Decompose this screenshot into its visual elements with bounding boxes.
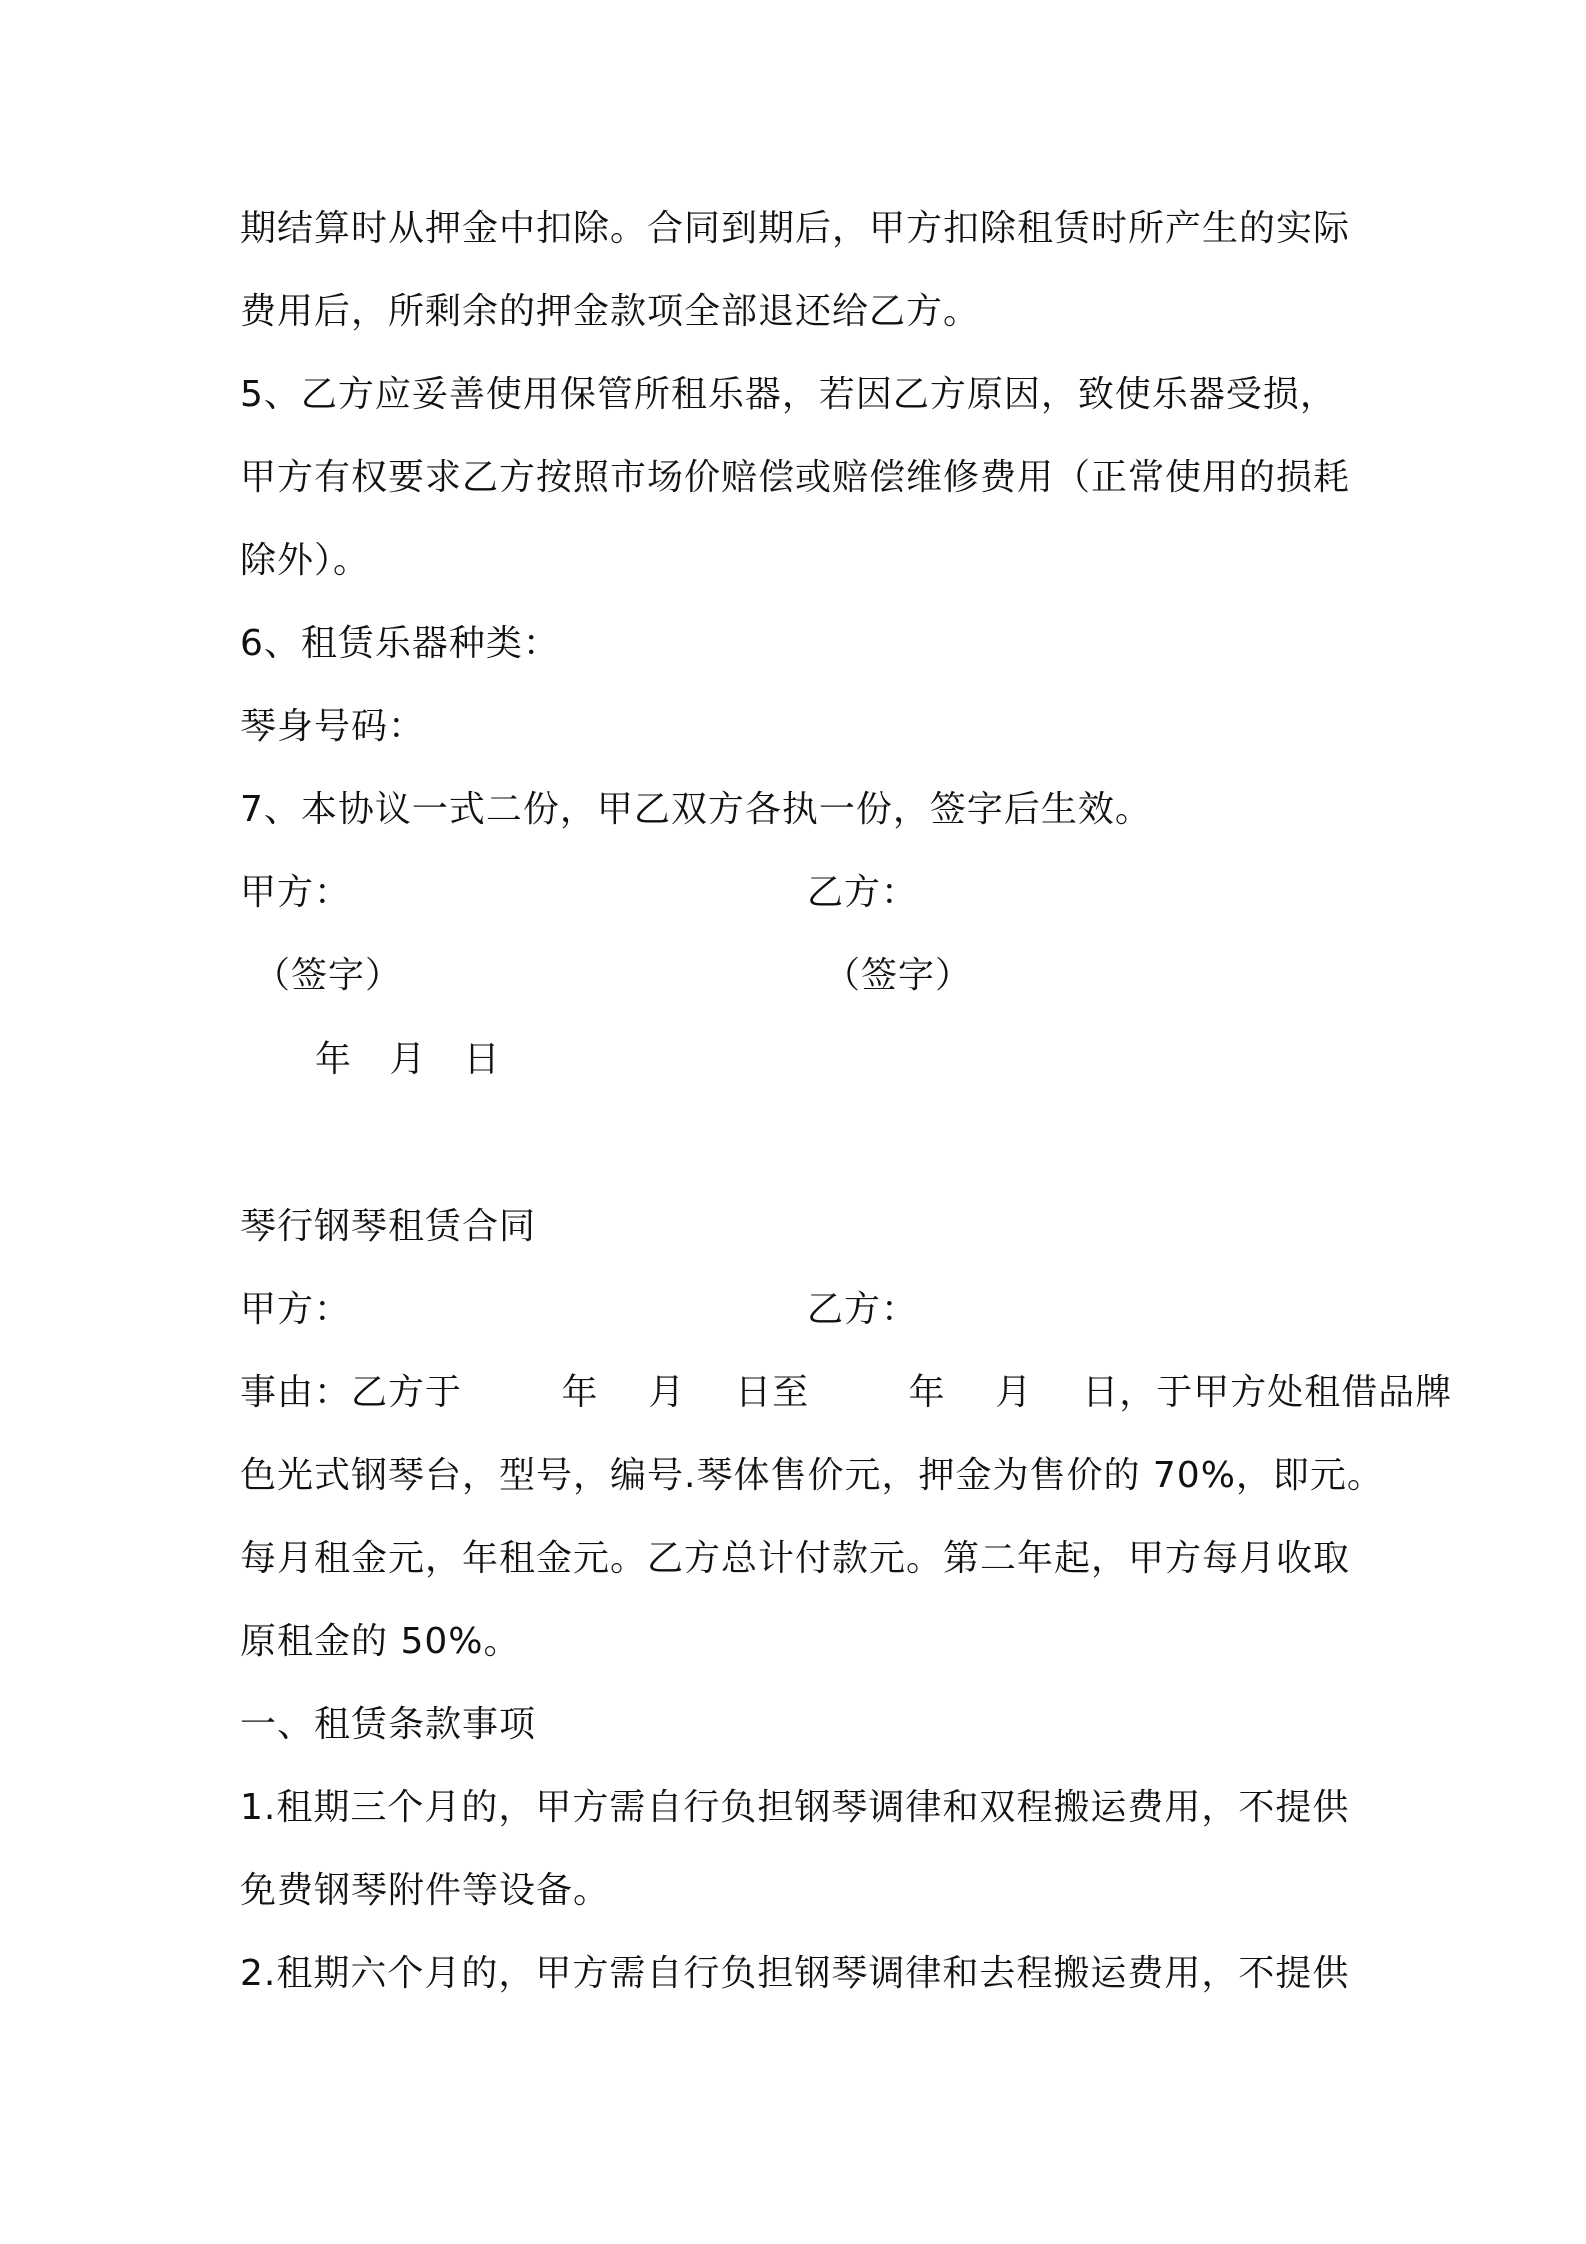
section-heading-lease-terms: 一、租赁条款事项 <box>240 1704 537 1745</box>
party-a-label: 甲方： <box>240 872 352 913</box>
party-b-label-2: 乙方： <box>807 1289 919 1330</box>
reason-line-2: 色光式钢琴台，型号，编号.琴体售价元，押金为售价的 70%，即元。 <box>240 1455 1384 1496</box>
clause-6-instrument-type: 6、租赁乐器种类： <box>240 623 560 664</box>
clause-5-line-2: 甲方有权要求乙方按照市场价赔偿或赔偿维修费用（正常使用的损耗 <box>240 457 1351 498</box>
clause-5-line-3: 除外）。 <box>240 540 371 581</box>
text-line-1: 期结算时从押金中扣除。合同到期后，甲方扣除租赁时所产生的实际 <box>240 208 1351 249</box>
term-1-line-2: 免费钢琴附件等设备。 <box>240 1870 611 1911</box>
clause-5-line-1: 5、乙方应妥善使用保管所租乐器，若因乙方原因，致使乐器受损， <box>240 374 1337 415</box>
party-a-label-2: 甲方： <box>240 1289 352 1330</box>
reason-line-3: 每月租金元，年租金元。乙方总计付款元。第二年起，甲方每月收取 <box>240 1538 1351 1579</box>
clause-7: 7、本协议一式二份，甲乙双方各执一份，签字后生效。 <box>240 789 1152 830</box>
date-line: 年 月 日 <box>315 1039 501 1080</box>
text-line-2: 费用后，所剩余的押金款项全部退还给乙方。 <box>240 291 981 332</box>
term-1-line-1: 1.租期三个月的，甲方需自行负担钢琴调律和双程搬运费用，不提供 <box>240 1787 1350 1828</box>
party-a-signature: （签字） <box>254 955 403 996</box>
party-b-label: 乙方： <box>807 872 919 913</box>
term-2-line-1: 2.租期六个月的，甲方需自行负担钢琴调律和去程搬运费用，不提供 <box>240 1953 1350 1994</box>
reason-line-1: 事由：乙方于 年 月 日至 年 月 日，于甲方处租借品牌 <box>240 1372 1453 1413</box>
piano-serial-number: 琴身号码： <box>240 706 426 747</box>
reason-line-4: 原租金的 50%。 <box>240 1621 521 1662</box>
party-b-signature: （签字） <box>824 955 973 996</box>
contract-title: 琴行钢琴租赁合同 <box>240 1206 537 1247</box>
